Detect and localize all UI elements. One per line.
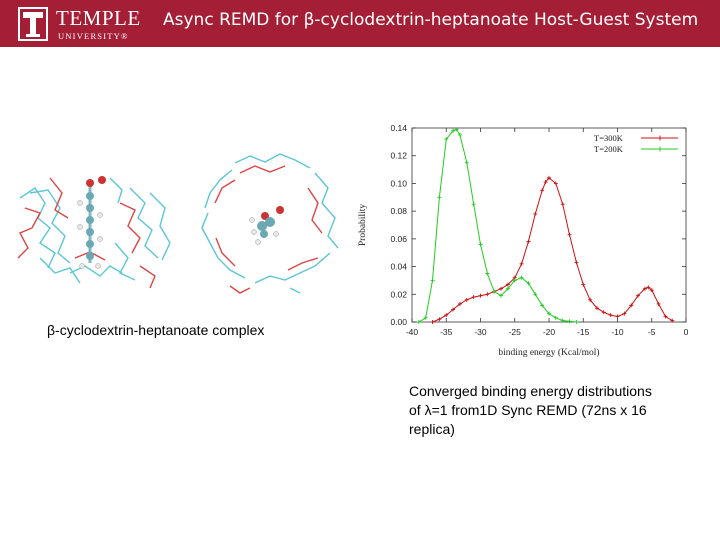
data-point <box>561 202 565 206</box>
x-axis-label: binding energy (Kcal/mol) <box>498 348 600 358</box>
data-point <box>526 240 530 244</box>
chart-axes <box>358 123 689 358</box>
data-point <box>431 320 435 324</box>
x-tick-label: -30 <box>474 327 487 337</box>
data-point <box>520 262 524 266</box>
data-point <box>568 319 572 323</box>
chart-caption-line: of λ=1 from1D Sync REMD (72ns x 16 <box>409 402 647 418</box>
x-tick-label: -20 <box>542 327 556 337</box>
chart-caption <box>409 382 709 439</box>
x-tick-label: -10 <box>611 327 624 337</box>
slide-title: Async REMD for β-cyclodextrin-heptanoate Host-Guest System <box>163 10 699 30</box>
y-tick-label: 0.02 <box>390 289 407 300</box>
y-tick-label: 0.04 <box>390 261 407 272</box>
data-point <box>472 295 476 299</box>
chart-series <box>417 127 674 324</box>
data-point <box>616 314 620 318</box>
chart-caption-line: Converged binding energy distributions <box>409 383 652 399</box>
y-tick-label: 0.12 <box>390 150 407 161</box>
data-point <box>472 202 476 206</box>
y-tick-label: 0.00 <box>390 317 407 327</box>
binding-energy-chart <box>352 118 702 363</box>
complex-side-view-image <box>10 148 178 298</box>
y-tick-label: 0.06 <box>390 233 407 244</box>
y-tick-label: 0.08 <box>390 206 407 217</box>
data-point <box>609 313 613 317</box>
data-point <box>485 292 489 296</box>
data-point <box>540 188 544 192</box>
x-tick-label: -15 <box>577 327 590 337</box>
x-tick-label: 0 <box>683 327 689 337</box>
data-point <box>574 260 578 264</box>
data-point <box>581 283 585 287</box>
x-tick-label: -35 <box>440 327 453 337</box>
data-point <box>437 195 441 199</box>
chart-caption-line: replica) <box>409 421 455 437</box>
legend-marker <box>658 136 663 141</box>
data-point <box>424 316 428 320</box>
data-point <box>465 161 469 165</box>
data-point <box>657 302 661 306</box>
chart-legend <box>594 133 678 154</box>
series-line-300K <box>433 178 673 322</box>
data-point <box>574 320 578 324</box>
legend-marker <box>658 147 663 152</box>
data-point <box>533 212 537 216</box>
y-axis-label: Probability <box>358 203 368 247</box>
y-tick-label: 0.10 <box>390 178 407 189</box>
logo-subtext: UNIVERSITY® <box>58 31 129 41</box>
series-line-200K <box>419 129 577 322</box>
complex-caption: β-cyclodextrin-heptanoate complex <box>47 322 265 338</box>
x-tick-label: -5 <box>647 327 656 337</box>
data-point <box>485 272 489 276</box>
temple-university-logo <box>18 5 158 43</box>
plot-frame <box>412 128 686 322</box>
legend-label: T=300K <box>594 133 623 143</box>
complex-top-view-image <box>190 148 348 296</box>
data-point <box>568 233 572 237</box>
data-point <box>479 242 483 246</box>
legend-label: T=200K <box>594 144 623 154</box>
data-point <box>479 294 483 298</box>
x-tick-label: -40 <box>405 327 419 337</box>
logo-wordmark: TEMPLE <box>56 6 141 30</box>
y-tick-label: 0.14 <box>390 123 407 133</box>
x-tick-label: -25 <box>508 327 521 337</box>
temple-t-icon <box>18 7 48 41</box>
title-bar <box>0 0 720 47</box>
data-point <box>431 278 435 282</box>
